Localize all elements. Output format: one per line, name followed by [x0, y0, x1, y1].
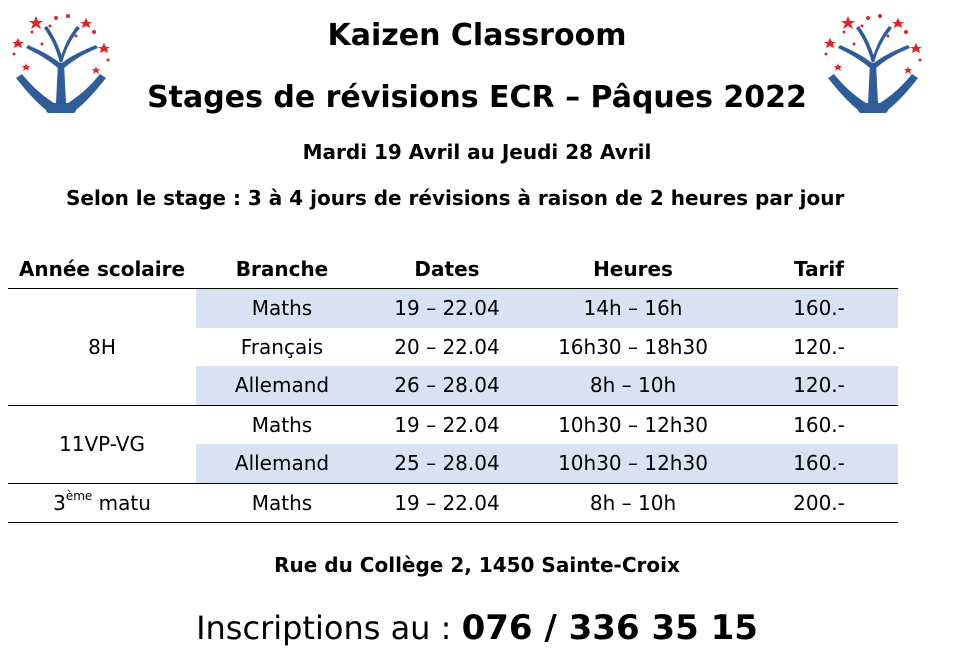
heures-cell: 10h30 – 12h30 — [526, 444, 740, 483]
inscriptions-label: Inscriptions au : — [196, 609, 462, 647]
annee-suffix: matu — [92, 490, 151, 515]
annee-cell — [8, 483, 196, 523]
table-row — [8, 289, 898, 328]
tarif-cell: 160.- — [740, 289, 898, 328]
date-range: Mardi 19 Avril au Jeudi 28 Avril — [302, 140, 652, 164]
dates-cell: 19 – 22.04 — [394, 412, 500, 437]
page-title: Kaizen Classroom — [327, 18, 627, 53]
tarif-cell: 160.- — [740, 444, 898, 483]
schedule-table — [8, 250, 898, 523]
branche-cell: Maths — [196, 289, 368, 328]
branche-cell: Maths — [251, 412, 313, 437]
branche-cell: Allemand — [196, 444, 368, 483]
annee-superscript: ème — [65, 488, 93, 503]
annee-number: 3 — [53, 490, 66, 515]
tarif-cell: 160.- — [793, 412, 845, 437]
table-row — [8, 405, 898, 444]
dates-cell: 19 – 22.04 — [394, 490, 500, 515]
dates-cell: 20 – 22.04 — [394, 334, 500, 359]
column-header-dates: Dates — [414, 257, 480, 281]
address: Rue du Collège 2, 1450 Sainte-Croix — [274, 553, 680, 577]
table-row — [8, 483, 898, 523]
tarif-cell: 200.- — [793, 490, 845, 515]
annee-cell: 8H — [88, 334, 116, 359]
dates-cell: 25 – 28.04 — [368, 444, 526, 483]
heures-cell: 16h30 – 18h30 — [558, 334, 708, 359]
phone-number: 076 / 336 35 15 — [461, 608, 758, 648]
column-header-tarif: Tarif — [794, 257, 844, 281]
annee-cell: 11VP-VG — [59, 432, 145, 456]
tarif-cell: 120.- — [793, 334, 845, 359]
page-subtitle: Stages de révisions ECR – Pâques 2022 — [147, 80, 807, 115]
branche-cell: Allemand — [196, 366, 368, 405]
table-header-row — [8, 250, 898, 289]
stage-description: Selon le stage : 3 à 4 jours de révisions à raison de 2 heures par jour — [66, 186, 845, 210]
heures-cell: 10h30 – 12h30 — [558, 412, 708, 437]
column-header-heures: Heures — [593, 257, 673, 281]
heures-cell: 8h – 10h — [589, 490, 677, 515]
heures-cell: 14h – 16h — [526, 289, 740, 328]
inscriptions-line — [0, 608, 954, 648]
dates-cell: 19 – 22.04 — [368, 289, 526, 328]
dates-cell: 26 – 28.04 — [368, 366, 526, 405]
branche-cell: Maths — [251, 490, 313, 515]
column-header-branche: Branche — [235, 257, 329, 281]
branche-cell: Français — [240, 334, 324, 359]
heures-cell: 8h – 10h — [526, 366, 740, 405]
tarif-cell: 120.- — [740, 366, 898, 405]
column-header-annee: Année scolaire — [18, 257, 186, 281]
